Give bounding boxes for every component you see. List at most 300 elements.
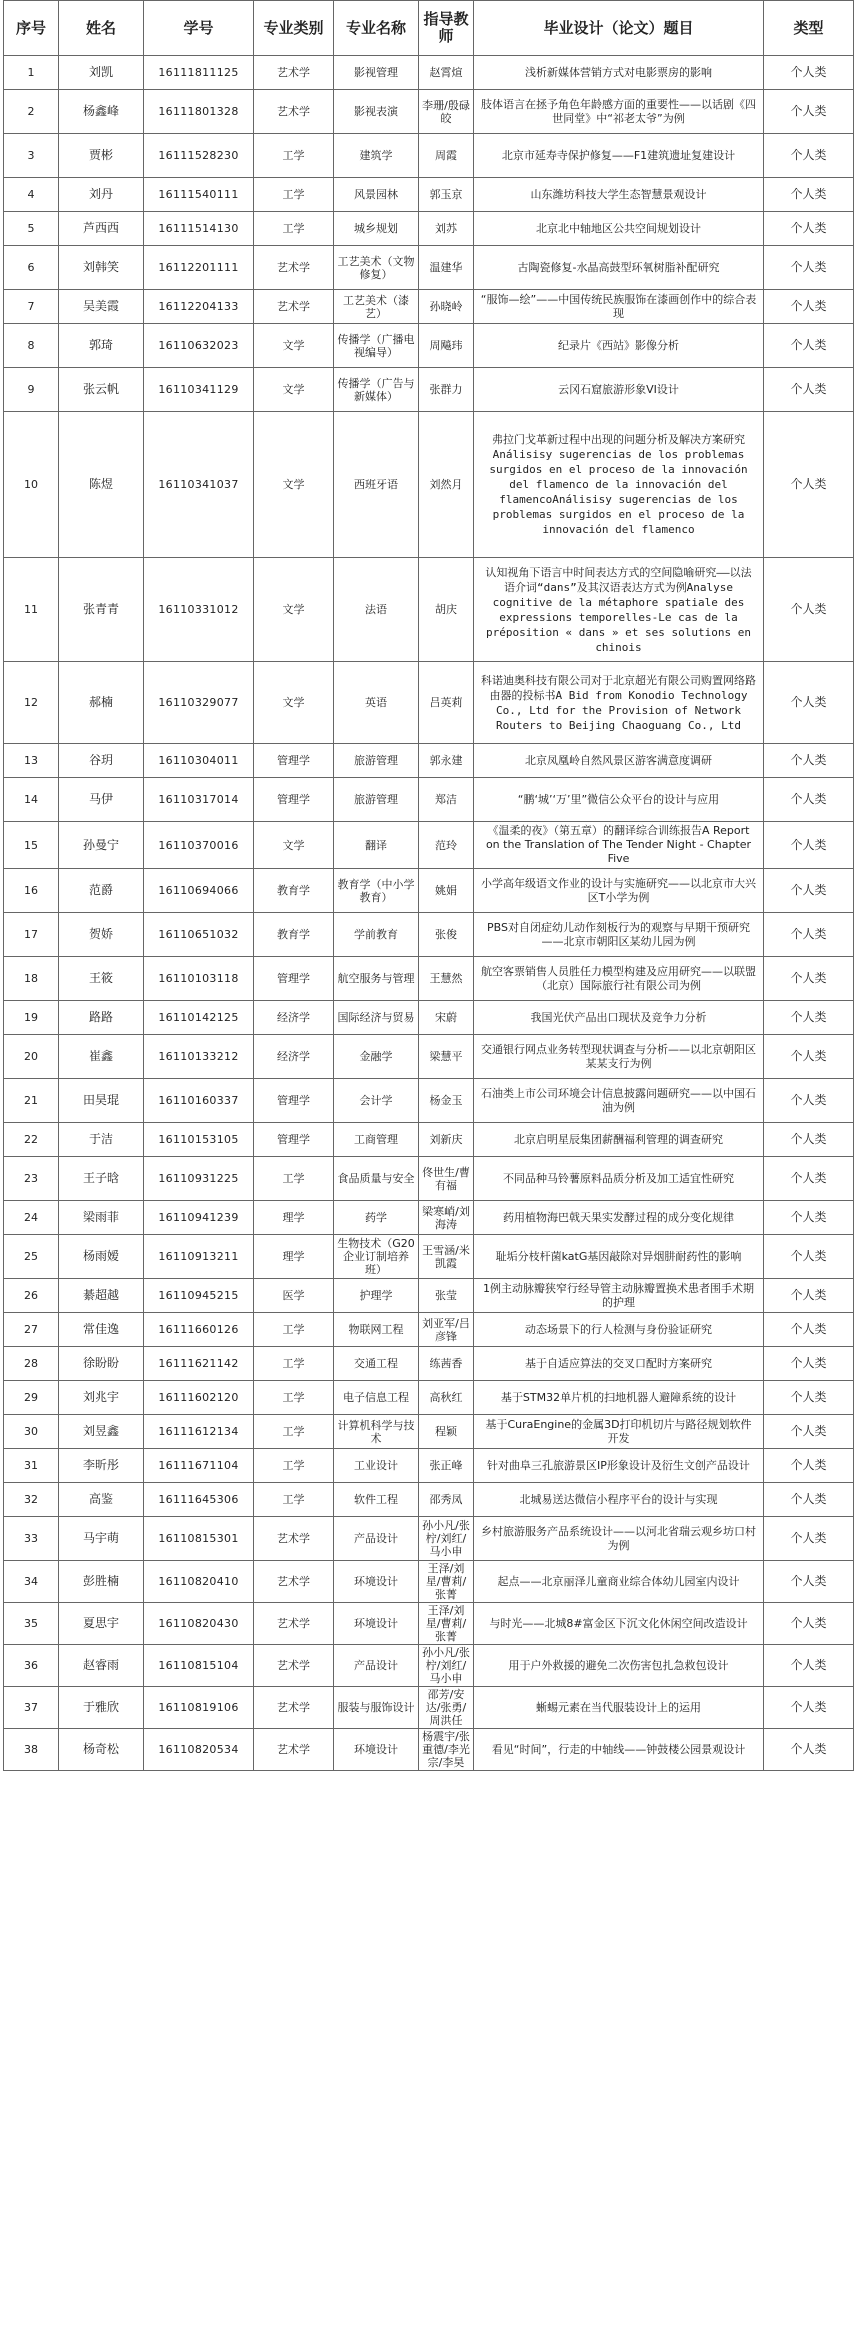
student-name-cell: 杨奇松: [59, 1729, 144, 1771]
header-cell-advisor: 指导教师: [419, 1, 474, 56]
category-cell: 文学: [254, 412, 334, 558]
advisor-cell: 张正峰: [419, 1449, 474, 1483]
major-cell: 西班牙语: [334, 412, 419, 558]
category-cell: 管理学: [254, 1079, 334, 1123]
advisor-cell: 王泽/刘星/曹莉/张菁: [419, 1561, 474, 1603]
type-cell: 个人类: [764, 1517, 854, 1561]
student-name-cell: 马伊: [59, 778, 144, 822]
table-row: [4, 134, 854, 178]
advisor-cell: 刘然月: [419, 412, 474, 558]
title-cell: 山东潍坊科技大学生态智慧景观设计: [474, 178, 764, 212]
seq-cell: 17: [4, 913, 59, 957]
major-cell: 环境设计: [334, 1561, 419, 1603]
category-cell: 工学: [254, 178, 334, 212]
student-id-cell: 16110133212: [144, 1035, 254, 1079]
title-cell: 1例主动脉瓣狭窄行经导管主动脉瓣置换术患者围手术期的护理: [474, 1279, 764, 1313]
student-id-cell: 16110317014: [144, 778, 254, 822]
student-id-cell: 16110331012: [144, 558, 254, 662]
header-cell-name: 姓名: [59, 1, 144, 56]
table-row: [4, 412, 854, 558]
table-row: [4, 1235, 854, 1279]
major-cell: 英语: [334, 662, 419, 744]
type-cell: 个人类: [764, 913, 854, 957]
type-cell: 个人类: [764, 134, 854, 178]
student-id-cell: 16110815301: [144, 1517, 254, 1561]
advisor-cell: 邵芳/安达/张勇/周洪任: [419, 1687, 474, 1729]
student-name-cell: 赵睿雨: [59, 1645, 144, 1687]
advisor-cell: 赵霄煊: [419, 56, 474, 90]
seq-cell: 5: [4, 212, 59, 246]
table-row: [4, 1123, 854, 1157]
seq-cell: 8: [4, 324, 59, 368]
major-cell: 影视表演: [334, 90, 419, 134]
major-cell: 交通工程: [334, 1347, 419, 1381]
advisor-cell: 王雪涵/米凯霞: [419, 1235, 474, 1279]
seq-cell: 18: [4, 957, 59, 1001]
advisor-cell: 梁慧平: [419, 1035, 474, 1079]
student-id-cell: 16110103118: [144, 957, 254, 1001]
advisor-cell: 张群力: [419, 368, 474, 412]
student-id-cell: 16111514130: [144, 212, 254, 246]
title-cell: PBS对自闭症幼儿动作刻板行为的观察与早期干预研究——北京市朝阳区某幼儿园为例: [474, 913, 764, 957]
student-id-cell: 16110632023: [144, 324, 254, 368]
category-cell: 管理学: [254, 744, 334, 778]
table-row: [4, 1517, 854, 1561]
student-name-cell: 刘兆宇: [59, 1381, 144, 1415]
title-cell: “服饰—绘”——中国传统民族服饰在漆画创作中的综合表现: [474, 290, 764, 324]
table-row: [4, 1449, 854, 1483]
student-id-cell: 16110820430: [144, 1603, 254, 1645]
student-name-cell: 王子晗: [59, 1157, 144, 1201]
seq-cell: 38: [4, 1729, 59, 1771]
student-name-cell: 芦西西: [59, 212, 144, 246]
advisor-cell: 张俊: [419, 913, 474, 957]
title-cell: 耻垢分枝杆菌katG基因敲除对异烟肼耐药性的影响: [474, 1235, 764, 1279]
title-cell: 科诺迪奥科技有限公司对于北京超光有限公司购置网络路由器的投标书A Bid from Konodio Technology Co., Ltd for the Provision of Network Routers to Beijing Chaoguang Co., Ltd: [474, 662, 764, 744]
major-cell: 电子信息工程: [334, 1381, 419, 1415]
advisor-cell: 杨震宇/张重德/李光宗/李昊: [419, 1729, 474, 1771]
type-cell: 个人类: [764, 744, 854, 778]
advisor-cell: 邵秀凤: [419, 1483, 474, 1517]
table-row: [4, 178, 854, 212]
title-cell: 纪录片《西站》影像分析: [474, 324, 764, 368]
header-row: [4, 1, 854, 56]
table-row: [4, 1313, 854, 1347]
category-cell: 管理学: [254, 1123, 334, 1157]
table-row: [4, 1201, 854, 1235]
major-cell: 产品设计: [334, 1517, 419, 1561]
advisor-cell: 孙小凡/张柠/刘红/马小申: [419, 1517, 474, 1561]
category-cell: 工学: [254, 1381, 334, 1415]
major-cell: 工商管理: [334, 1123, 419, 1157]
advisor-cell: 杨金玉: [419, 1079, 474, 1123]
table-row: [4, 1079, 854, 1123]
title-cell: 与时光——北城8#富金区下沉文化休闲空间改造设计: [474, 1603, 764, 1645]
type-cell: 个人类: [764, 1079, 854, 1123]
student-name-cell: 杨鑫峰: [59, 90, 144, 134]
student-id-cell: 16111540111: [144, 178, 254, 212]
student-id-cell: 16111621142: [144, 1347, 254, 1381]
type-cell: 个人类: [764, 778, 854, 822]
type-cell: 个人类: [764, 1449, 854, 1483]
advisor-cell: 胡庆: [419, 558, 474, 662]
student-name-cell: 彭胜楠: [59, 1561, 144, 1603]
seq-cell: 36: [4, 1645, 59, 1687]
type-cell: 个人类: [764, 869, 854, 913]
student-id-cell: 16110820410: [144, 1561, 254, 1603]
title-cell: 弗拉门戈革新过程中出现的问题分析及解决方案研究Análisisy sugerencias de los problemas surgidos en el proceso de la innovación del flamenco de la innovación del flamencoAnálisisy sugerencias de los problemas surgidos en el proceso de la innovación del flamenco: [474, 412, 764, 558]
title-cell: 北京市延寿寺保护修复——F1建筑遗址复建设计: [474, 134, 764, 178]
category-cell: 艺术学: [254, 1603, 334, 1645]
major-cell: 航空服务与管理: [334, 957, 419, 1001]
type-cell: 个人类: [764, 1415, 854, 1449]
student-name-cell: 高鉴: [59, 1483, 144, 1517]
title-cell: 北京凤凰岭自然风景区游客满意度调研: [474, 744, 764, 778]
advisor-cell: 王慧然: [419, 957, 474, 1001]
major-cell: 教育学（中小学教育）: [334, 869, 419, 913]
title-cell: 蜥蜴元素在当代服装设计上的运用: [474, 1687, 764, 1729]
advisor-cell: 范玲: [419, 822, 474, 869]
student-id-cell: 16110341037: [144, 412, 254, 558]
category-cell: 教育学: [254, 869, 334, 913]
major-cell: 建筑学: [334, 134, 419, 178]
table-row: [4, 1381, 854, 1415]
student-id-cell: 16110651032: [144, 913, 254, 957]
advisor-cell: 郑洁: [419, 778, 474, 822]
type-cell: 个人类: [764, 1603, 854, 1645]
major-cell: 工艺美术（文物修复）: [334, 246, 419, 290]
title-cell: 起点——北京丽泽儿童商业综合体幼儿园室内设计: [474, 1561, 764, 1603]
major-cell: 影视管理: [334, 56, 419, 90]
type-cell: 个人类: [764, 324, 854, 368]
table-row: [4, 246, 854, 290]
type-cell: 个人类: [764, 1123, 854, 1157]
student-id-cell: 16111811125: [144, 56, 254, 90]
major-cell: 工艺美术（漆艺）: [334, 290, 419, 324]
table-row: [4, 662, 854, 744]
table-row: [4, 957, 854, 1001]
student-id-cell: 16110815104: [144, 1645, 254, 1687]
student-name-cell: 徐盼盼: [59, 1347, 144, 1381]
category-cell: 文学: [254, 368, 334, 412]
advisor-cell: 高秋红: [419, 1381, 474, 1415]
student-id-cell: 16111671104: [144, 1449, 254, 1483]
seq-cell: 13: [4, 744, 59, 778]
title-cell: 云冈石窟旅游形象VI设计: [474, 368, 764, 412]
table-row: [4, 290, 854, 324]
type-cell: 个人类: [764, 1561, 854, 1603]
title-cell: 浅析新媒体营销方式对电影票房的影响: [474, 56, 764, 90]
major-cell: 风景园林: [334, 178, 419, 212]
student-id-cell: 16110694066: [144, 869, 254, 913]
advisor-cell: 温建华: [419, 246, 474, 290]
category-cell: 工学: [254, 1347, 334, 1381]
student-name-cell: 常佳逸: [59, 1313, 144, 1347]
seq-cell: 31: [4, 1449, 59, 1483]
student-name-cell: 于洁: [59, 1123, 144, 1157]
table-row: [4, 913, 854, 957]
seq-cell: 22: [4, 1123, 59, 1157]
student-id-cell: 16111602120: [144, 1381, 254, 1415]
type-cell: 个人类: [764, 56, 854, 90]
table-row: [4, 1001, 854, 1035]
category-cell: 工学: [254, 212, 334, 246]
type-cell: 个人类: [764, 368, 854, 412]
student-id-cell: 16111528230: [144, 134, 254, 178]
student-id-cell: 16110913211: [144, 1235, 254, 1279]
student-id-cell: 16110160337: [144, 1079, 254, 1123]
student-name-cell: 吴美霞: [59, 290, 144, 324]
title-cell: 《温柔的夜》（第五章）的翻译综合训练报告A Report on the Translation of The Tender Night - Chapter Five: [474, 822, 764, 869]
type-cell: 个人类: [764, 412, 854, 558]
student-id-cell: 16110329077: [144, 662, 254, 744]
advisor-cell: 周飚玮: [419, 324, 474, 368]
table-row: [4, 1483, 854, 1517]
seq-cell: 26: [4, 1279, 59, 1313]
category-cell: 医学: [254, 1279, 334, 1313]
student-id-cell: 16111645306: [144, 1483, 254, 1517]
table-row: [4, 1035, 854, 1079]
title-cell: 基于自适应算法的交叉口配时方案研究: [474, 1347, 764, 1381]
advisor-cell: 郭永建: [419, 744, 474, 778]
title-cell: 动态场景下的行人检测与身份验证研究: [474, 1313, 764, 1347]
category-cell: 工学: [254, 134, 334, 178]
seq-cell: 25: [4, 1235, 59, 1279]
table-row: [4, 1157, 854, 1201]
type-cell: 个人类: [764, 957, 854, 1001]
major-cell: 城乡规划: [334, 212, 419, 246]
student-id-cell: 16110819106: [144, 1687, 254, 1729]
type-cell: 个人类: [764, 822, 854, 869]
title-cell: 用于户外救援的避免二次伤害包扎急救包设计: [474, 1645, 764, 1687]
major-cell: 传播学（广告与新媒体）: [334, 368, 419, 412]
major-cell: 环境设计: [334, 1603, 419, 1645]
student-name-cell: 范爵: [59, 869, 144, 913]
advisor-cell: 刘苏: [419, 212, 474, 246]
title-cell: 石油类上市公司环境会计信息披露问题研究——以中国石油为例: [474, 1079, 764, 1123]
header-cell-type: 类型: [764, 1, 854, 56]
table-row: [4, 778, 854, 822]
major-cell: 生物技术（G20企业订制培养班）: [334, 1235, 419, 1279]
advisor-cell: 张莹: [419, 1279, 474, 1313]
student-name-cell: 田昊琨: [59, 1079, 144, 1123]
major-cell: 药学: [334, 1201, 419, 1235]
student-name-cell: 谷玥: [59, 744, 144, 778]
advisor-cell: 吕英莉: [419, 662, 474, 744]
title-cell: 交通银行网点业务转型现状调查与分析——以北京朝阳区某某支行为例: [474, 1035, 764, 1079]
table-row: [4, 1347, 854, 1381]
type-cell: 个人类: [764, 1313, 854, 1347]
seq-cell: 28: [4, 1347, 59, 1381]
seq-cell: 20: [4, 1035, 59, 1079]
student-name-cell: 刘韩笑: [59, 246, 144, 290]
table-row: [4, 744, 854, 778]
header-cell-category: 专业类别: [254, 1, 334, 56]
type-cell: 个人类: [764, 662, 854, 744]
category-cell: 工学: [254, 1483, 334, 1517]
student-name-cell: 路路: [59, 1001, 144, 1035]
seq-cell: 37: [4, 1687, 59, 1729]
seq-cell: 2: [4, 90, 59, 134]
title-cell: 古陶瓷修复-水晶高鼓型环氧树脂补配研究: [474, 246, 764, 290]
thesis-table: [3, 0, 854, 1771]
advisor-cell: 李珊/殷碌皎: [419, 90, 474, 134]
seq-cell: 3: [4, 134, 59, 178]
advisor-cell: 郭玉京: [419, 178, 474, 212]
student-id-cell: 16112201111: [144, 246, 254, 290]
category-cell: 工学: [254, 1415, 334, 1449]
advisor-cell: 周霞: [419, 134, 474, 178]
major-cell: 旅游管理: [334, 744, 419, 778]
student-id-cell: 16110142125: [144, 1001, 254, 1035]
title-cell: 基于CuraEngine的金属3D打印机切片与路径规划软件开发: [474, 1415, 764, 1449]
student-name-cell: 杨雨嫒: [59, 1235, 144, 1279]
seq-cell: 32: [4, 1483, 59, 1517]
student-id-cell: 16111612134: [144, 1415, 254, 1449]
type-cell: 个人类: [764, 1347, 854, 1381]
category-cell: 理学: [254, 1235, 334, 1279]
type-cell: 个人类: [764, 1645, 854, 1687]
type-cell: 个人类: [764, 1381, 854, 1415]
student-name-cell: 刘丹: [59, 178, 144, 212]
type-cell: 个人类: [764, 290, 854, 324]
seq-cell: 11: [4, 558, 59, 662]
major-cell: 食品质量与安全: [334, 1157, 419, 1201]
seq-cell: 4: [4, 178, 59, 212]
header-cell-seq: 序号: [4, 1, 59, 56]
student-name-cell: 崔鑫: [59, 1035, 144, 1079]
student-name-cell: 张云帆: [59, 368, 144, 412]
major-cell: 软件工程: [334, 1483, 419, 1517]
table-row: [4, 558, 854, 662]
type-cell: 个人类: [764, 1687, 854, 1729]
category-cell: 管理学: [254, 778, 334, 822]
type-cell: 个人类: [764, 1157, 854, 1201]
seq-cell: 12: [4, 662, 59, 744]
category-cell: 艺术学: [254, 1517, 334, 1561]
title-cell: 乡村旅游服务产品系统设计——以河北省瑞云观乡坊口村为例: [474, 1517, 764, 1561]
seq-cell: 30: [4, 1415, 59, 1449]
seq-cell: 14: [4, 778, 59, 822]
major-cell: 法语: [334, 558, 419, 662]
category-cell: 工学: [254, 1157, 334, 1201]
category-cell: 文学: [254, 324, 334, 368]
type-cell: 个人类: [764, 1729, 854, 1771]
major-cell: 传播学（广播电视编导）: [334, 324, 419, 368]
seq-cell: 15: [4, 822, 59, 869]
category-cell: 教育学: [254, 913, 334, 957]
major-cell: 工业设计: [334, 1449, 419, 1483]
title-cell: 基于STM32单片机的扫地机器人避障系统的设计: [474, 1381, 764, 1415]
header-cell-major: 专业名称: [334, 1, 419, 56]
major-cell: 金融学: [334, 1035, 419, 1079]
table-row: [4, 368, 854, 412]
major-cell: 旅游管理: [334, 778, 419, 822]
title-cell: 北京北中轴地区公共空间规划设计: [474, 212, 764, 246]
advisor-cell: 孙小凡/张柠/刘红/马小申: [419, 1645, 474, 1687]
category-cell: 文学: [254, 662, 334, 744]
seq-cell: 9: [4, 368, 59, 412]
category-cell: 管理学: [254, 957, 334, 1001]
type-cell: 个人类: [764, 178, 854, 212]
table-row: [4, 1645, 854, 1687]
header-cell-student-id: 学号: [144, 1, 254, 56]
category-cell: 工学: [254, 1313, 334, 1347]
type-cell: 个人类: [764, 212, 854, 246]
seq-cell: 1: [4, 56, 59, 90]
category-cell: 理学: [254, 1201, 334, 1235]
category-cell: 文学: [254, 558, 334, 662]
student-name-cell: 孙曼宁: [59, 822, 144, 869]
student-id-cell: 16111801328: [144, 90, 254, 134]
title-cell: 不同品种马铃薯原料品质分析及加工适宜性研究: [474, 1157, 764, 1201]
student-name-cell: 贾彬: [59, 134, 144, 178]
type-cell: 个人类: [764, 1235, 854, 1279]
student-name-cell: 刘昱鑫: [59, 1415, 144, 1449]
seq-cell: 10: [4, 412, 59, 558]
major-cell: 翻译: [334, 822, 419, 869]
table-row: [4, 212, 854, 246]
category-cell: 艺术学: [254, 1687, 334, 1729]
seq-cell: 19: [4, 1001, 59, 1035]
title-cell: 小学高年级语文作业的设计与实施研究——以北京市大兴区T小学为例: [474, 869, 764, 913]
category-cell: 艺术学: [254, 1645, 334, 1687]
student-name-cell: 郝楠: [59, 662, 144, 744]
table-row: [4, 324, 854, 368]
table-row: [4, 56, 854, 90]
table-row: [4, 1729, 854, 1771]
category-cell: 艺术学: [254, 290, 334, 324]
type-cell: 个人类: [764, 558, 854, 662]
advisor-cell: 梁寒峭/刘海涛: [419, 1201, 474, 1235]
major-cell: 国际经济与贸易: [334, 1001, 419, 1035]
advisor-cell: 王泽/刘星/曹莉/张菁: [419, 1603, 474, 1645]
student-name-cell: 刘凯: [59, 56, 144, 90]
category-cell: 经济学: [254, 1001, 334, 1035]
title-cell: 肢体语言在拯予角色年龄感方面的重要性——以话剧《四世同堂》中“祁老太爷”为例: [474, 90, 764, 134]
category-cell: 艺术学: [254, 90, 334, 134]
student-name-cell: 郭琦: [59, 324, 144, 368]
seq-cell: 33: [4, 1517, 59, 1561]
advisor-cell: 孙晓岭: [419, 290, 474, 324]
major-cell: 会计学: [334, 1079, 419, 1123]
category-cell: 艺术学: [254, 1561, 334, 1603]
seq-cell: 35: [4, 1603, 59, 1645]
advisor-cell: 刘亚军/吕彦锋: [419, 1313, 474, 1347]
student-id-cell: 16110370016: [144, 822, 254, 869]
header-cell-title: 毕业设计（论文）题目: [474, 1, 764, 56]
major-cell: 计算机科学与技术: [334, 1415, 419, 1449]
student-id-cell: 16110153105: [144, 1123, 254, 1157]
advisor-cell: 刘新庆: [419, 1123, 474, 1157]
student-name-cell: 陈煜: [59, 412, 144, 558]
student-name-cell: 张青青: [59, 558, 144, 662]
advisor-cell: 佟世生/曹有福: [419, 1157, 474, 1201]
table-row: [4, 869, 854, 913]
table-row: [4, 1603, 854, 1645]
category-cell: 艺术学: [254, 246, 334, 290]
seq-cell: 21: [4, 1079, 59, 1123]
student-name-cell: 贺娇: [59, 913, 144, 957]
student-name-cell: 于雅欣: [59, 1687, 144, 1729]
type-cell: 个人类: [764, 1001, 854, 1035]
category-cell: 工学: [254, 1449, 334, 1483]
seq-cell: 29: [4, 1381, 59, 1415]
category-cell: 艺术学: [254, 1729, 334, 1771]
advisor-cell: 练茜香: [419, 1347, 474, 1381]
type-cell: 个人类: [764, 90, 854, 134]
table-row: [4, 822, 854, 869]
